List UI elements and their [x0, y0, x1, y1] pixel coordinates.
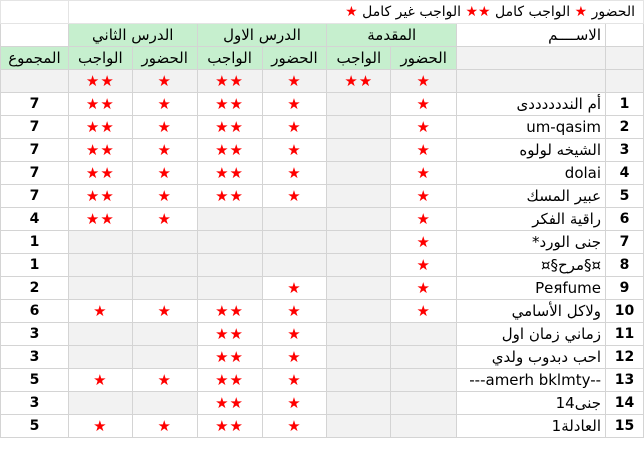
lesson2-homework-cell[interactable]: ★ [68, 369, 132, 392]
group-header-row [1, 24, 644, 47]
lesson2-attendance-cell[interactable] [132, 323, 197, 346]
student-name-cell[interactable]: زماني زمان اول [457, 323, 606, 346]
lesson2-attendance-cell[interactable]: ★ [132, 162, 197, 185]
intro-attendance-cell[interactable]: ★ [391, 231, 457, 254]
legend-attendance-star: ★ [574, 4, 588, 20]
intro-homework-cell[interactable] [327, 277, 391, 300]
lesson1-homework-cell[interactable]: ★★ [197, 346, 262, 369]
lesson1-homework-cell[interactable]: ★★ [197, 415, 262, 438]
cell[interactable] [1, 70, 69, 93]
row-number-cell[interactable]: 8 [606, 254, 644, 277]
lesson1-attendance-cell[interactable]: ★ [262, 369, 327, 392]
lesson1-attendance-cell[interactable]: ★ [262, 323, 327, 346]
row-number-cell[interactable]: 4 [606, 162, 644, 185]
lesson2-attendance-cell[interactable]: ★ [132, 93, 197, 116]
lesson2-attendance-cell[interactable]: ★ [132, 185, 197, 208]
lesson1-attendance-cell[interactable]: ★ [262, 300, 327, 323]
legend-hw-complete-stars: ★★ [465, 4, 491, 20]
student-name-cell[interactable]: العادلة1 [457, 415, 606, 438]
cell[interactable] [1, 1, 69, 24]
student-name-cell[interactable]: ¤§مرح§¤ [457, 254, 606, 277]
lesson2-homework-header[interactable]: الواجب [68, 47, 132, 70]
intro-attendance-cell[interactable] [391, 415, 457, 438]
lesson2-attendance-cell[interactable] [132, 254, 197, 277]
total-cell[interactable]: 3 [1, 323, 69, 346]
intro-attendance-cell[interactable]: ★ [391, 254, 457, 277]
row-number-cell[interactable]: 11 [606, 323, 644, 346]
student-row [1, 300, 644, 323]
row-number-cell[interactable]: 5 [606, 185, 644, 208]
student-name-cell[interactable]: dolai [457, 162, 606, 185]
lesson2-attendance-cell[interactable]: ★ [132, 369, 197, 392]
lesson2-homework-cell[interactable]: ★★ [68, 116, 132, 139]
lesson1-homework-cell[interactable] [197, 254, 262, 277]
total-cell[interactable]: 2 [1, 277, 69, 300]
intro-attendance-cell[interactable]: ★ [391, 185, 457, 208]
student-name-cell[interactable]: ---amerh bklmty-- [457, 369, 606, 392]
intro-attendance-cell[interactable] [391, 346, 457, 369]
lesson2-homework-cell[interactable]: ★ [68, 300, 132, 323]
student-row [1, 231, 644, 254]
lesson2-attendance-cell[interactable] [132, 277, 197, 300]
lesson2-homework-cell[interactable]: ★★ [68, 185, 132, 208]
lesson1-attendance-cell[interactable]: ★ [262, 93, 327, 116]
intro-homework-cell[interactable] [327, 254, 391, 277]
student-row [1, 277, 644, 300]
intro-attendance-cell[interactable]: ★ [391, 116, 457, 139]
lesson1-attendance-cell[interactable] [262, 231, 327, 254]
lesson1-attendance-cell[interactable]: ★ [262, 139, 327, 162]
lesson1-homework-cell[interactable]: ★★ [197, 116, 262, 139]
legend-hw-complete-label: الواجب كامل [495, 4, 571, 20]
total-cell[interactable]: 3 [1, 392, 69, 415]
max-lesson2-homework[interactable]: ★★ [68, 70, 132, 93]
lesson1-attendance-cell[interactable]: ★ [262, 162, 327, 185]
group-header-lesson2[interactable]: الدرس الثاني [68, 24, 197, 47]
lesson2-attendance-cell[interactable]: ★ [132, 116, 197, 139]
intro-attendance-cell[interactable]: ★ [391, 93, 457, 116]
legend-hw-incomplete-label: الواجب غير كامل [362, 4, 462, 20]
max-score-row [1, 70, 644, 93]
intro-attendance-cell[interactable]: ★ [391, 139, 457, 162]
intro-attendance-cell[interactable]: ★ [391, 300, 457, 323]
intro-attendance-cell[interactable]: ★ [391, 208, 457, 231]
row-number-cell[interactable]: 3 [606, 139, 644, 162]
lesson1-homework-cell[interactable]: ★★ [197, 300, 262, 323]
total-column-header[interactable]: المجموع [1, 47, 69, 70]
student-row [1, 392, 644, 415]
student-row [1, 323, 644, 346]
lesson1-homework-cell[interactable]: ★★ [197, 93, 262, 116]
cell[interactable] [606, 47, 644, 70]
total-cell[interactable]: 7 [1, 185, 69, 208]
max-lesson1-homework[interactable]: ★★ [197, 70, 262, 93]
intro-attendance-cell[interactable]: ★ [391, 162, 457, 185]
lesson1-homework-cell[interactable] [197, 208, 262, 231]
lesson1-attendance-cell[interactable]: ★ [262, 116, 327, 139]
student-name-cell[interactable]: جنى14 [457, 392, 606, 415]
legend-cell[interactable] [68, 1, 643, 24]
lesson1-attendance-cell[interactable]: ★ [262, 185, 327, 208]
lesson2-attendance-cell[interactable] [132, 346, 197, 369]
student-row [1, 116, 644, 139]
total-cell[interactable]: 1 [1, 231, 69, 254]
student-name-cell[interactable]: um-qasim [457, 116, 606, 139]
intro-homework-cell[interactable] [327, 162, 391, 185]
lesson2-attendance-cell[interactable]: ★ [132, 415, 197, 438]
intro-homework-cell[interactable] [327, 300, 391, 323]
intro-homework-cell[interactable] [327, 93, 391, 116]
intro-homework-cell[interactable] [327, 208, 391, 231]
lesson2-homework-cell[interactable] [68, 254, 132, 277]
student-name-cell[interactable]: جنى الورد* [457, 231, 606, 254]
lesson1-attendance-cell[interactable]: ★ [262, 415, 327, 438]
row-number-cell[interactable]: 14 [606, 392, 644, 415]
lesson1-attendance-cell[interactable]: ★ [262, 277, 327, 300]
intro-homework-header[interactable]: الواجب [327, 47, 391, 70]
legend-hw-incomplete-star: ★ [345, 4, 358, 20]
student-row [1, 254, 644, 277]
lesson1-homework-cell[interactable]: ★★ [197, 185, 262, 208]
intro-attendance-cell[interactable]: ★ [391, 277, 457, 300]
max-lesson1-attendance[interactable]: ★ [262, 70, 327, 93]
lesson1-homework-cell[interactable] [197, 277, 262, 300]
total-cell[interactable]: 5 [1, 415, 69, 438]
student-row [1, 369, 644, 392]
lesson2-attendance-header[interactable]: الحضور [132, 47, 197, 70]
cell[interactable] [457, 70, 606, 93]
lesson2-homework-cell[interactable]: ★★ [68, 139, 132, 162]
student-name-cell[interactable]: عبير المسك [457, 185, 606, 208]
row-number-cell[interactable]: 9 [606, 277, 644, 300]
lesson2-homework-cell[interactable]: ★ [68, 415, 132, 438]
total-cell[interactable]: 7 [1, 116, 69, 139]
row-number-cell[interactable]: 1 [606, 93, 644, 116]
lesson1-homework-cell[interactable]: ★★ [197, 139, 262, 162]
student-name-cell[interactable]: ولاكل الأسامي [457, 300, 606, 323]
max-intro-attendance[interactable]: ★ [391, 70, 457, 93]
legend-row [1, 1, 644, 24]
student-row [1, 415, 644, 438]
max-intro-homework[interactable]: ★★ [327, 70, 391, 93]
lesson2-homework-cell[interactable]: ★★ [68, 162, 132, 185]
intro-attendance-cell[interactable] [391, 369, 457, 392]
total-cell[interactable]: 7 [1, 139, 69, 162]
total-cell[interactable]: 4 [1, 208, 69, 231]
lesson2-attendance-cell[interactable]: ★ [132, 208, 197, 231]
student-name-cell[interactable]: أم النددددددى [457, 93, 606, 116]
group-header-lesson1[interactable]: الدرس الاول [197, 24, 327, 47]
lesson1-homework-cell[interactable]: ★★ [197, 369, 262, 392]
lesson1-attendance-cell[interactable]: ★ [262, 392, 327, 415]
row-number-cell[interactable]: 12 [606, 346, 644, 369]
lesson2-attendance-cell[interactable] [132, 392, 197, 415]
total-cell[interactable]: 7 [1, 93, 69, 116]
lesson2-homework-cell[interactable]: ★★ [68, 93, 132, 116]
row-number-cell[interactable]: 10 [606, 300, 644, 323]
row-number-cell[interactable]: 7 [606, 231, 644, 254]
intro-attendance-header[interactable]: الحضور [391, 47, 457, 70]
intro-homework-cell[interactable] [327, 392, 391, 415]
row-number-cell[interactable]: 13 [606, 369, 644, 392]
cell[interactable] [457, 47, 606, 70]
lesson1-homework-cell[interactable]: ★★ [197, 392, 262, 415]
lesson2-homework-cell[interactable]: ★★ [68, 208, 132, 231]
lesson1-attendance-cell[interactable]: ★ [262, 346, 327, 369]
cell[interactable] [1, 24, 69, 47]
group-header-intro[interactable]: المقدمة [327, 24, 457, 47]
student-name-cell[interactable]: احب دبدوب ولدي [457, 346, 606, 369]
max-lesson2-attendance[interactable]: ★ [132, 70, 197, 93]
lesson2-attendance-cell[interactable]: ★ [132, 300, 197, 323]
student-row [1, 208, 644, 231]
row-number-cell[interactable]: 6 [606, 208, 644, 231]
intro-homework-cell[interactable] [327, 116, 391, 139]
lesson1-homework-cell[interactable]: ★★ [197, 162, 262, 185]
intro-attendance-cell[interactable] [391, 323, 457, 346]
lesson1-attendance-header[interactable]: الحضور [262, 47, 327, 70]
lesson1-homework-header[interactable]: الواجب [197, 47, 262, 70]
cell[interactable] [606, 70, 644, 93]
lesson2-attendance-cell[interactable]: ★ [132, 139, 197, 162]
student-name-cell[interactable]: الشيخه لولوه [457, 139, 606, 162]
total-cell[interactable]: 6 [1, 300, 69, 323]
row-number-cell[interactable]: 2 [606, 116, 644, 139]
student-row [1, 185, 644, 208]
lesson2-homework-cell[interactable] [68, 231, 132, 254]
row-number-cell[interactable]: 15 [606, 415, 644, 438]
lesson1-attendance-cell[interactable] [262, 254, 327, 277]
student-row [1, 346, 644, 369]
lesson2-homework-cell[interactable] [68, 277, 132, 300]
sub-header-row [1, 47, 644, 70]
total-cell[interactable]: 5 [1, 369, 69, 392]
intro-homework-cell[interactable] [327, 323, 391, 346]
student-name-cell[interactable]: راقية الفكر [457, 208, 606, 231]
cell[interactable] [606, 24, 644, 47]
intro-homework-cell[interactable] [327, 185, 391, 208]
name-column-header[interactable]: الاســــم [457, 24, 606, 47]
lesson2-homework-cell[interactable] [68, 346, 132, 369]
intro-homework-cell[interactable] [327, 139, 391, 162]
student-row [1, 139, 644, 162]
intro-homework-cell[interactable] [327, 346, 391, 369]
student-row [1, 93, 644, 116]
lesson1-homework-cell[interactable] [197, 231, 262, 254]
total-cell[interactable]: 7 [1, 162, 69, 185]
intro-homework-cell[interactable] [327, 415, 391, 438]
legend-attendance-label: الحضور [591, 4, 635, 20]
intro-homework-cell[interactable] [327, 231, 391, 254]
lesson1-homework-cell[interactable]: ★★ [197, 323, 262, 346]
lesson2-homework-cell[interactable] [68, 392, 132, 415]
student-row [1, 162, 644, 185]
intro-attendance-cell[interactable] [391, 392, 457, 415]
total-cell[interactable]: 1 [1, 254, 69, 277]
total-cell[interactable]: 3 [1, 346, 69, 369]
lesson2-homework-cell[interactable] [68, 323, 132, 346]
student-name-cell[interactable]: Рeяfumе [457, 277, 606, 300]
intro-homework-cell[interactable] [327, 369, 391, 392]
lesson2-attendance-cell[interactable] [132, 231, 197, 254]
lesson1-attendance-cell[interactable] [262, 208, 327, 231]
